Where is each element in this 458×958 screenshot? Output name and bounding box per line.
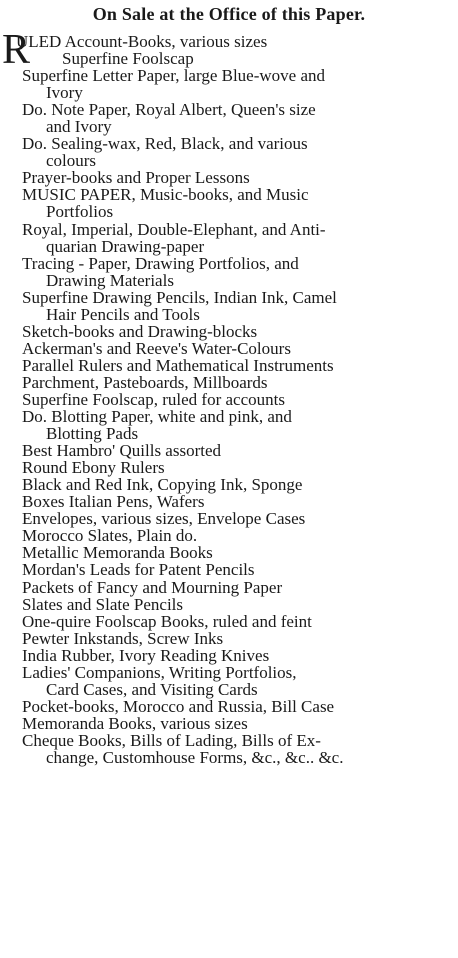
list-item-continuation: Superfine Foolscap bbox=[62, 49, 194, 69]
list-item bbox=[0, 476, 458, 493]
list-item-text: Pewter Inkstands, Screw Inks bbox=[22, 628, 224, 648]
list-item bbox=[0, 698, 458, 715]
list-item-text: Do. Blotting Paper, white and pink, and bbox=[22, 407, 292, 427]
stationery-item-list bbox=[0, 27, 458, 767]
list-item bbox=[0, 340, 458, 357]
list-item-text: Superfine Foolscap, ruled for accounts bbox=[22, 389, 285, 409]
list-item-text: Envelopes, various sizes, Envelope Cases bbox=[22, 509, 306, 529]
list-item bbox=[0, 169, 458, 186]
list-item-continuation: Blotting Pads bbox=[46, 424, 139, 444]
list-item bbox=[0, 442, 458, 459]
list-item-text: Slates and Slate Pencils bbox=[22, 594, 184, 614]
list-item-text: One-quire Foolscap Books, ruled and feint bbox=[22, 611, 312, 631]
list-item bbox=[0, 221, 458, 255]
list-item bbox=[0, 732, 458, 766]
list-item bbox=[0, 561, 458, 578]
list-item-text: Parallel Rulers and Mathematical Instruments bbox=[22, 355, 334, 375]
list-item-continuation: Portfolios bbox=[46, 202, 114, 222]
list-item-text: Prayer-books and Proper Lessons bbox=[22, 168, 250, 188]
list-item bbox=[0, 391, 458, 408]
list-item-continuation: quarian Drawing-paper bbox=[46, 236, 205, 256]
list-item bbox=[0, 374, 458, 391]
list-item bbox=[0, 135, 458, 169]
list-item bbox=[0, 579, 458, 596]
list-item bbox=[0, 647, 458, 664]
list-item bbox=[0, 510, 458, 527]
list-item-text: Royal, Imperial, Double-Elephant, and Anti- bbox=[22, 219, 326, 239]
list-item-text: Sketch-books and Drawing-blocks bbox=[22, 321, 258, 341]
drop-cap-letter: R bbox=[2, 27, 31, 73]
list-item bbox=[0, 408, 458, 442]
list-item-text: Best Hambro' Quills assorted bbox=[22, 441, 222, 461]
list-item bbox=[0, 544, 458, 561]
list-item-continuation: colours bbox=[46, 151, 97, 171]
list-item bbox=[0, 527, 458, 544]
list-item-text: Superfine Drawing Pencils, Indian Ink, Camel bbox=[22, 287, 337, 307]
list-item bbox=[0, 186, 458, 220]
list-item-text: ULED Account-Books, various sizes bbox=[16, 32, 268, 51]
list-item-text: Ackerman's and Reeve's Water-Colours bbox=[22, 338, 291, 358]
list-item-continuation: Ivory bbox=[46, 83, 83, 103]
list-item bbox=[0, 596, 458, 613]
list-item-continuation: change, Customhouse Forms, &c., &c.. &c. bbox=[46, 747, 344, 767]
list-item bbox=[0, 715, 458, 732]
list-item-text: India Rubber, Ivory Reading Knives bbox=[22, 645, 270, 665]
list-item-text: MUSIC PAPER, Music-books, and Music bbox=[22, 185, 309, 205]
list-item bbox=[0, 67, 458, 101]
list-item-text: Metallic Memoranda Books bbox=[22, 543, 213, 563]
list-item-text: Pocket-books, Morocco and Russia, Bill Case bbox=[22, 696, 335, 716]
list-item bbox=[0, 255, 458, 289]
list-item-text: Morocco Slates, Plain do. bbox=[22, 526, 198, 546]
list-item bbox=[0, 101, 458, 135]
list-item-text: Memoranda Books, various sizes bbox=[22, 713, 248, 733]
list-item bbox=[0, 493, 458, 510]
list-item bbox=[0, 357, 458, 374]
list-item-continuation: Card Cases, and Visiting Cards bbox=[46, 679, 258, 699]
list-item-text: Tracing - Paper, Drawing Portfolios, and bbox=[22, 253, 299, 273]
list-item-text: Round Ebony Rulers bbox=[22, 458, 165, 478]
list-item bbox=[0, 664, 458, 698]
list-item bbox=[0, 613, 458, 630]
advertisement-heading: On Sale at the Office of this Paper. bbox=[92, 4, 366, 24]
list-item-text: Cheque Books, Bills of Lading, Bills of Ex- bbox=[22, 730, 321, 750]
list-item bbox=[0, 289, 458, 323]
list-item-text: Superfine Letter Paper, large Blue-wove and bbox=[22, 66, 326, 86]
list-item-text: Do. Note Paper, Royal Albert, Queen's size bbox=[22, 100, 316, 120]
list-item-text: Ladies' Companions, Writing Portfolios, bbox=[22, 662, 297, 682]
list-item-continuation: and Ivory bbox=[46, 117, 112, 137]
list-item bbox=[0, 459, 458, 476]
list-item-text: Packets of Fancy and Mourning Paper bbox=[22, 577, 283, 597]
list-item-text: Black and Red Ink, Copying Ink, Sponge bbox=[22, 475, 303, 495]
list-item-text: Parchment, Pasteboards, Millboards bbox=[22, 372, 268, 392]
list-item-continuation: Hair Pencils and Tools bbox=[46, 304, 200, 324]
list-item-text: Mordan's Leads for Patent Pencils bbox=[22, 560, 255, 580]
list-item bbox=[0, 323, 458, 340]
list-item-continuation: Drawing Materials bbox=[46, 270, 174, 290]
list-item bbox=[0, 27, 458, 73]
list-item-text: Do. Sealing-wax, Red, Black, and various bbox=[22, 134, 308, 154]
list-item bbox=[0, 630, 458, 647]
list-item-text: Boxes Italian Pens, Wafers bbox=[22, 492, 205, 512]
